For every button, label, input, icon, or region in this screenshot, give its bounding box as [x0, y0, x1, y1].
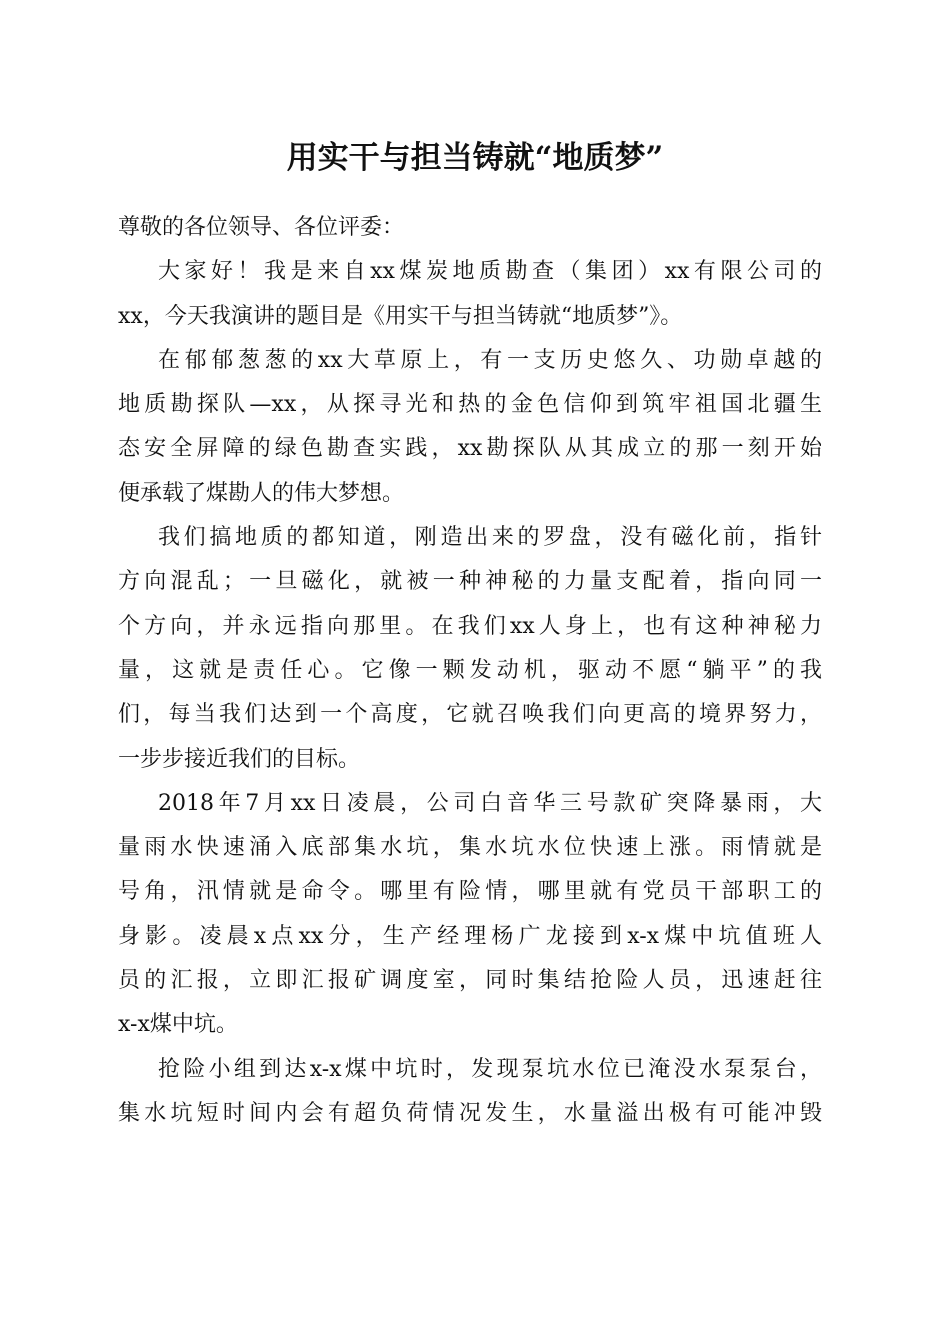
paragraph-line: 2018年7月xx日凌晨，公司白音华三号款矿突降暴雨，大 — [158, 790, 822, 816]
paragraph-line: 集水坑短时间内会有超负荷情况发生，水量溢出极有可能冲毁 — [118, 1100, 822, 1126]
paragraph-line: 员的汇报，立即汇报矿调度室，同时集结抢险人员，迅速赶往 — [118, 968, 822, 994]
paragraph-line: 抢险小组到达x-x煤中坑时，发现泵坑水位已淹没水泵泵台， — [158, 1056, 822, 1082]
paragraph-line: 量，这就是责任心。它像一颗发动机，驱动不愿“躺平”的我 — [118, 657, 822, 683]
document-body — [118, 206, 822, 1136]
paragraph-line: 一步步接近我们的目标。 — [118, 746, 361, 772]
paragraph-line: 个方向，并永远指向那里。在我们xx人身上，也有这种神秘力 — [118, 613, 822, 639]
paragraph-line: 身影。凌晨x点xx分，生产经理杨广龙接到x-x煤中坑值班人 — [118, 923, 822, 949]
paragraph-line: 便承载了煤勘人的伟大梦想。 — [118, 480, 405, 506]
paragraph-line: 量雨水快速涌入底部集水坑，集水坑水位快速上涨。雨情就是 — [118, 835, 822, 861]
document-title: 用实干与担当铸就“地质梦” — [286, 140, 664, 176]
paragraph-line: 大家好！我是来自xx煤炭地质勘查（集团）xx有限公司的 — [158, 259, 822, 285]
salutation: 尊敬的各位领导、各位评委： — [118, 215, 405, 240]
paragraph-line: 我们搞地质的都知道，刚造出来的罗盘，没有磁化前，指针 — [158, 525, 822, 551]
paragraph-line: 在郁郁葱葱的xx大草原上，有一支历史悠久、功勋卓越的 — [158, 347, 822, 373]
paragraph-line: 们，每当我们达到一个高度，它就召唤我们向更高的境界努力， — [118, 702, 822, 728]
paragraph-line: x-x煤中坑。 — [118, 1012, 238, 1038]
paragraph-line: 态安全屏障的绿色勘查实践，xx勘探队从其成立的那一刻开始 — [118, 436, 822, 462]
paragraph-line: xx，今天我演讲的题目是《用实干与担当铸就“地质梦”》。 — [118, 303, 683, 329]
paragraph-line: 号角，汛情就是命令。哪里有险情，哪里就有党员干部职工的 — [118, 879, 822, 905]
paragraph-line: 地质勘探队—xx，从探寻光和热的金色信仰到筑牢祖国北疆生 — [118, 392, 822, 418]
paragraph-line: 方向混乱；一旦磁化，就被一种神秘的力量支配着，指向同一 — [118, 569, 822, 595]
